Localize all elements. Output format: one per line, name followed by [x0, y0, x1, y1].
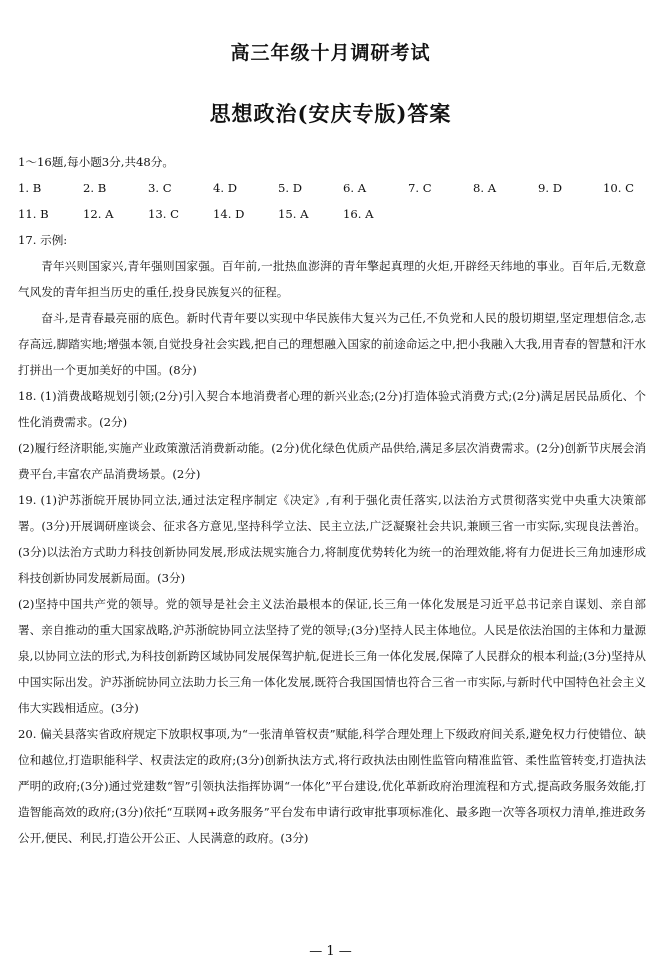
mc-answer: 14. D — [213, 207, 245, 221]
mc-answer: 15. A — [278, 207, 309, 221]
q20-answer: 20. 偏关县落实省政府规定下放职权事项,为“一张清单管权责”赋能,科学合理处理上下级政府间关系,避免权力行使错位、缺位和越位,打造职能科学、权责法定的政府;(3分)创新执法方式,将行政执法由刚性监管向精准监管、柔性监管转变,打造执法严明的政府;(3分)通过党建数“智”引领执法指挥协调“一体化”平台建设,优化革新政府治理流程和方式,提高政务服务效能,打造智能高效的政府;(3分)依托“互联网+政务服务”平台发布申请行政审批事项标准化、最多跑一次等各项权力清单,推进政务公开,便民、利民,打造公开公正、人民满意的政府。(3分) — [18, 727, 646, 845]
mc-answer: 5. D — [278, 181, 303, 195]
mc-answer: 8. A — [473, 181, 497, 195]
mc-answer: 12. A — [83, 207, 114, 221]
q19-part-1: 19. (1)沪苏浙皖开展协同立法,通过法定程序制定《决定》,有利于强化责任落实,以法治方式贯彻落实党中央重大决策部署。(3分)开展调研座谈会、征求各方意见,坚持科学立法、民主立法,广泛凝聚社会共识,兼顾三省一市实际,实现良法善治。(3分)以法治方式助力科技创新协同发展,形成法规实施合力,将制度优势转化为统一的治理效能,将有力促进长三角加速形成科技创新协同发展新局面。(3分) — [18, 493, 646, 585]
page-number: — 1 — — [309, 944, 352, 959]
q17-label: 17. 示例: — [18, 233, 68, 247]
mc-answer: 7. C — [408, 181, 432, 195]
q19-part-2: (2)坚持中国共产党的领导。党的领导是社会主义法治最根本的保证,长三角一体化发展是习近平总书记亲自谋划、亲自部署、亲自推动的重大国家战略,沪苏浙皖协同立法坚持了党的领导;(3分)坚持人民主体地位。人民是依法治国的主体和力量源泉,以协同立法的形式,为科技创新跨区域协同发展保驾护航,促进长三角一体化发展,保障了人民群众的根本利益;(3分)坚持从中国实际出发。沪苏浙皖协同立法助力长三角一体化发展,既符合我国国情也符合三省一市实际,与新时代中国特色社会主义伟大实践相适应。(3分) — [18, 597, 646, 715]
q18-part-2: (2)履行经济职能,实施产业政策激活消费新动能。(2分)优化绿色优质产品供给,满足多层次消费需求。(2分)创新节庆展会消费平台,丰富农产品消费场景。(2分) — [18, 441, 646, 481]
q17-paragraph-2: 奋斗,是青春最亮丽的底色。新时代青年要以实现中华民族伟大复兴为己任,不负党和人民的殷切期望,坚定理想信念,志存高远,脚踏实地;增强本领,自觉投身社会实践,把自己的理想融入国家的前途命运之中,把小我融入大我,用青春的智慧和汗水打拼出一个更加美好的中国。(8分) — [18, 311, 646, 377]
mc-answer: 16. A — [343, 207, 374, 221]
q17-paragraph-1: 青年兴则国家兴,青年强则国家强。百年前,一批热血澎湃的青年擎起真理的火炬,开辟经天纬地的事业。百年后,无数意气风发的青年担当历史的重任,投身民族复兴的征程。 — [18, 259, 646, 299]
mc-answer-row-1 — [18, 175, 646, 201]
answer-subtitle: 思想政治(安庆专版)答案 — [209, 101, 452, 126]
mc-answer: 3. C — [148, 181, 172, 195]
mc-answer: 13. C — [148, 207, 179, 221]
q18-part-1: 18. (1)消费战略规划引领;(2分)引入契合本地消费者心理的新兴业态;(2分)打造体验式消费方式;(2分)满足居民品质化、个性化消费需求。(2分) — [18, 389, 646, 429]
mc-answer: 2. B — [83, 181, 107, 195]
exam-title: 高三年级十月调研考试 — [230, 42, 431, 64]
mc-intro: 1～16题,每小题3分,共48分。 — [18, 155, 174, 169]
mc-answer: 6. A — [343, 181, 367, 195]
answer-content — [18, 149, 646, 851]
mc-answer: 11. B — [18, 207, 49, 221]
mc-answer: 1. B — [18, 181, 42, 195]
mc-answer: 10. C — [603, 181, 634, 195]
mc-answer: 4. D — [213, 181, 238, 195]
mc-answer: 9. D — [538, 181, 563, 195]
mc-answer-row-2 — [18, 201, 646, 227]
